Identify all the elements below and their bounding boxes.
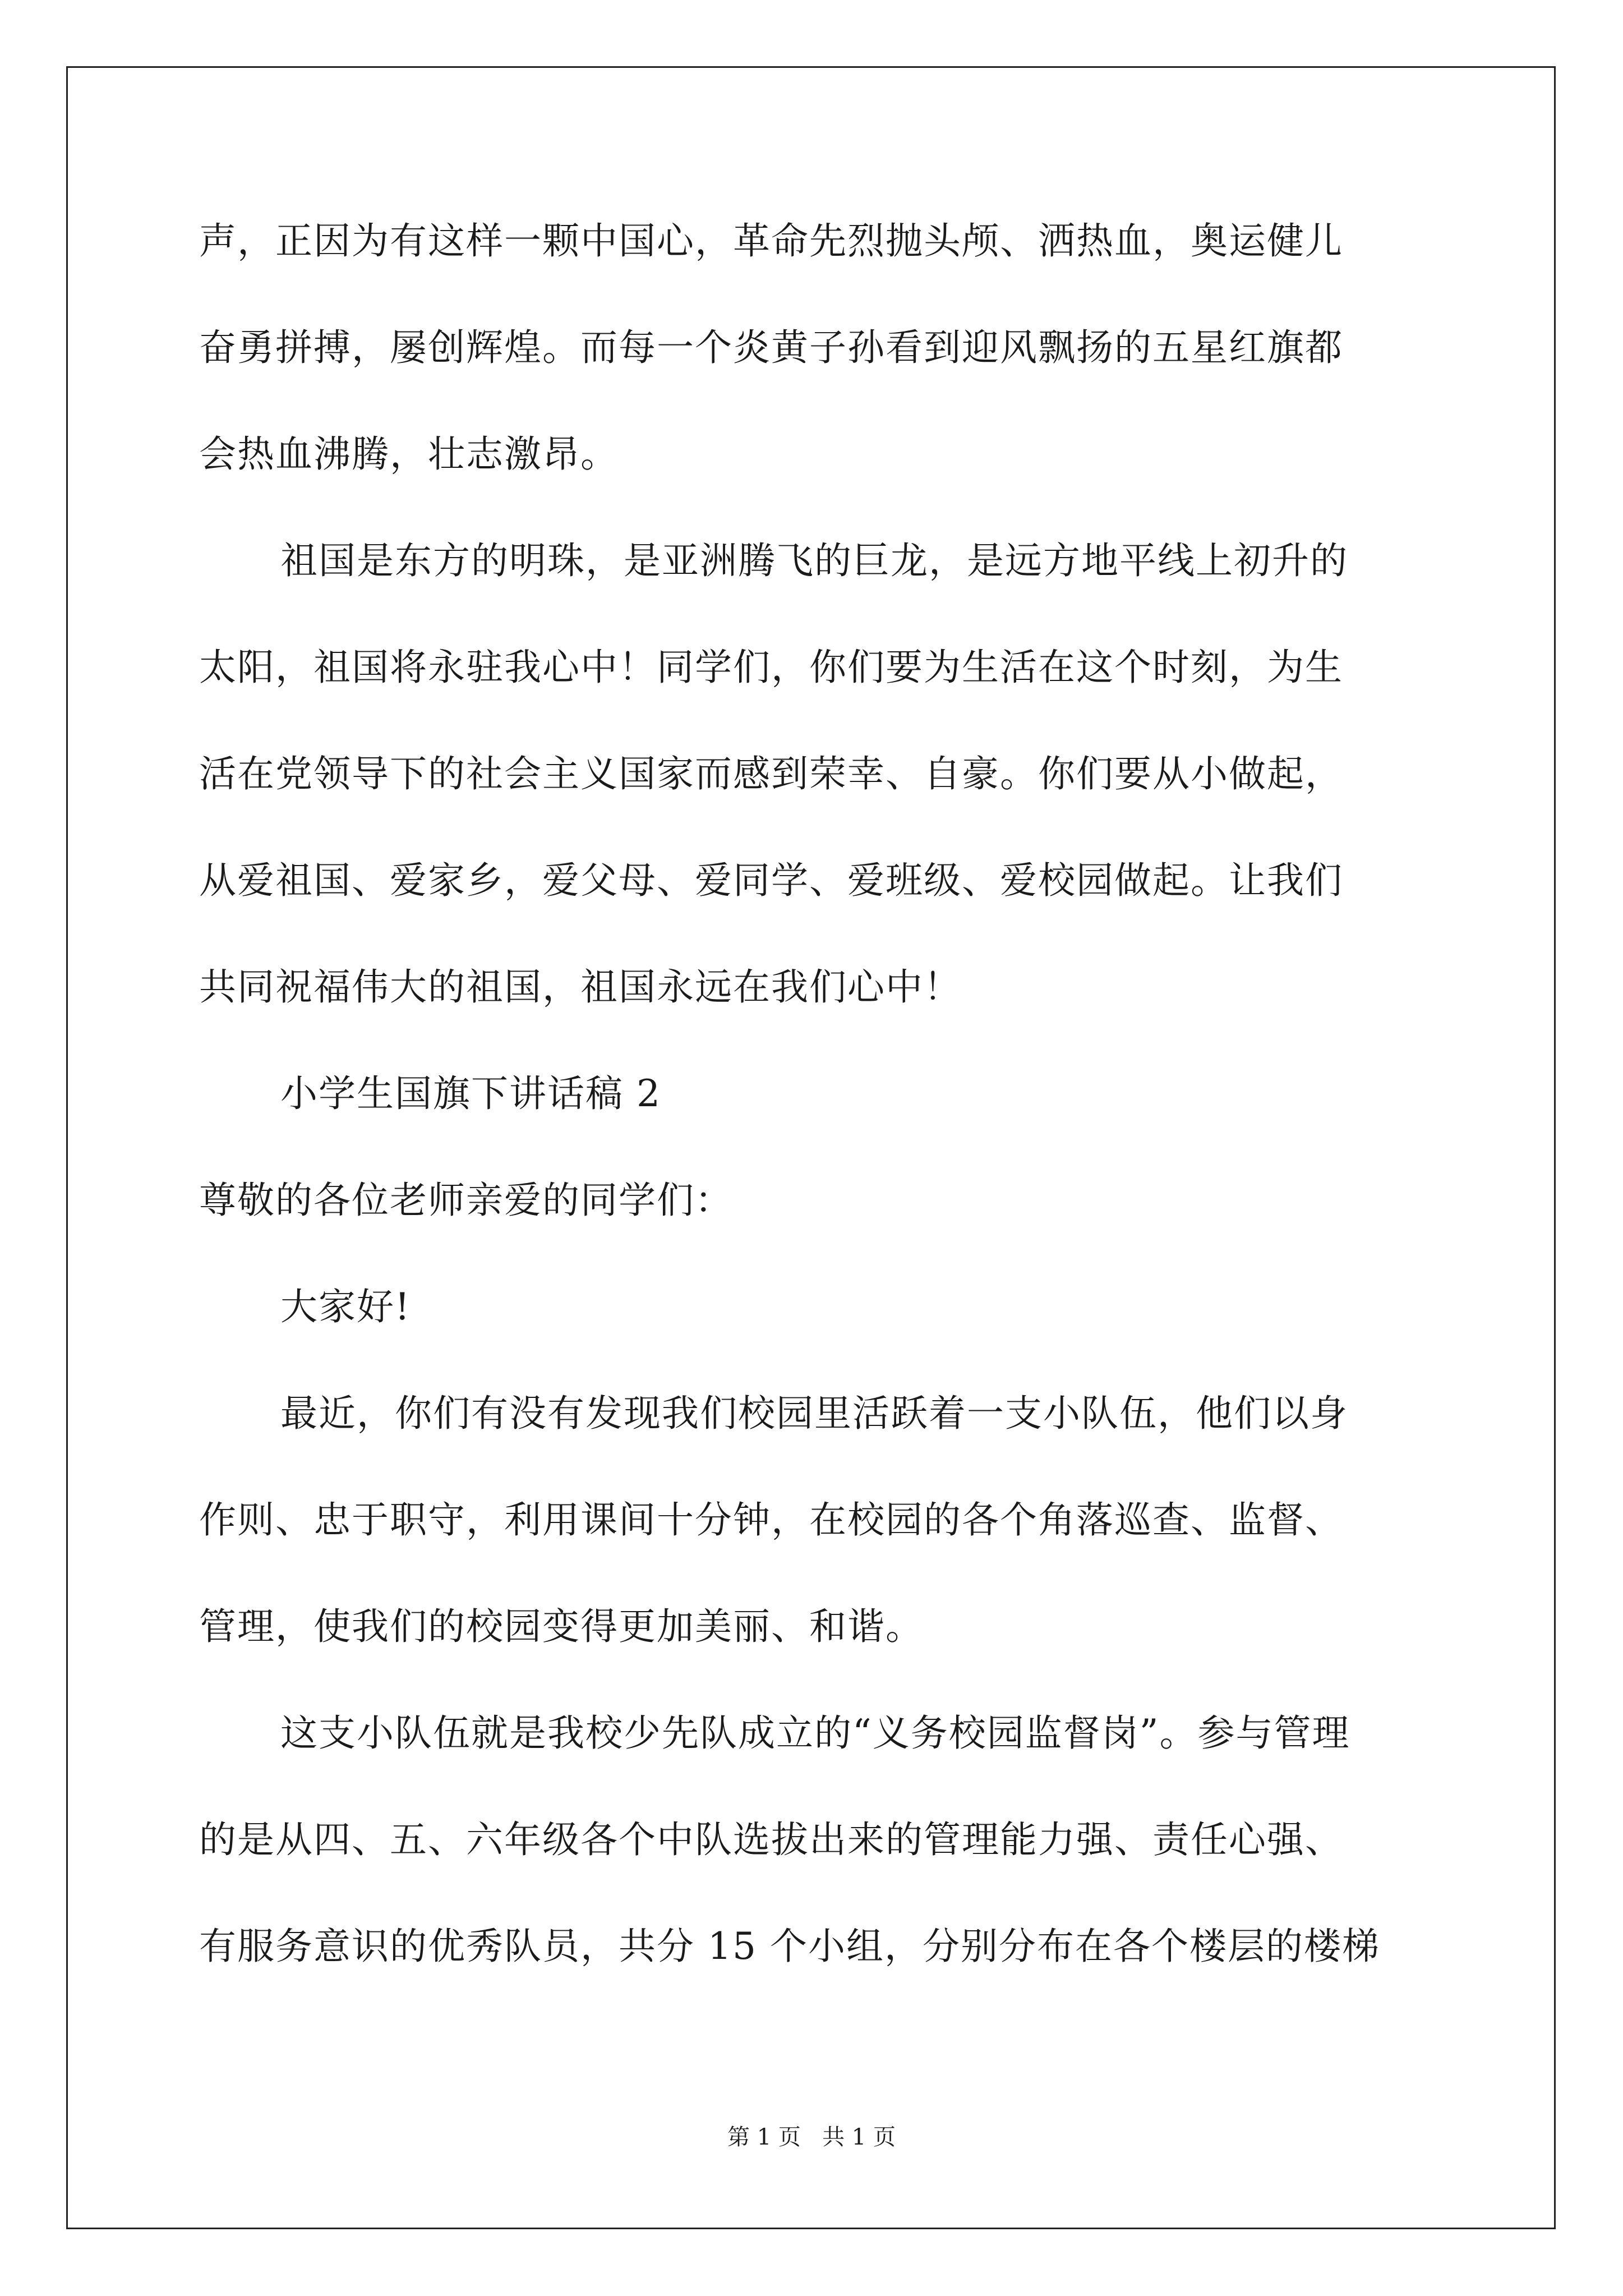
text-line: 从爱祖国、爱家乡，爱父母、爱同学、爱班级、爱校园做起。让我们	[199, 859, 1343, 902]
salutation: 尊敬的各位老师亲爱的同学们：	[199, 1179, 733, 1222]
text-line: 声，正因为有这样一颗中国心，革命先烈抛头颅、洒热血，奥运健儿	[199, 219, 1343, 263]
text-line: 共同祝福伟大的祖国，祖国永远在我们心中！	[199, 965, 962, 1009]
text-line: 的是从四、五、六年级各个中队选拔出来的管理能力强、责任心强、	[199, 1818, 1343, 1861]
page-footer: 第 1 页 共 1 页	[727, 2124, 896, 2150]
paragraph-first-line: 最近，你们有没有发现我们校园里活跃着一支小队伍，他们以身	[280, 1392, 1348, 1435]
text-line: 太阳，祖国将永驻我心中！同学们，你们要为生活在这个时刻，为生	[199, 646, 1343, 689]
text-line: 作则、忠于职守，利用课间十分钟，在校园的各个角落巡查、监督、	[199, 1498, 1343, 1542]
section-title: 小学生国旗下讲话稿 2	[280, 1072, 661, 1115]
text-line: 会热血沸腾，壮志激昂。	[199, 432, 619, 476]
text-line: 有服务意识的优秀队员，共分 15 个小组，分别分布在各个楼层的楼梯	[199, 1925, 1380, 1968]
page-border	[66, 66, 1556, 2229]
text-line: 活在党领导下的社会主义国家而感到荣幸、自豪。你们要从小做起，	[199, 752, 1343, 795]
paragraph-first-line: 这支小队伍就是我校少先队成立的“义务校园监督岗”。参与管理	[280, 1711, 1350, 1755]
paragraph-first-line: 祖国是东方的明珠，是亚洲腾飞的巨龙，是远方地平线上初升的	[280, 539, 1348, 582]
greeting: 大家好!	[280, 1285, 411, 1328]
text-line: 奋勇拼搏，屡创辉煌。而每一个炎黄子孙看到迎风飘扬的五星红旗都	[199, 326, 1343, 369]
text-line: 管理，使我们的校园变得更加美丽、和谐。	[199, 1605, 924, 1648]
